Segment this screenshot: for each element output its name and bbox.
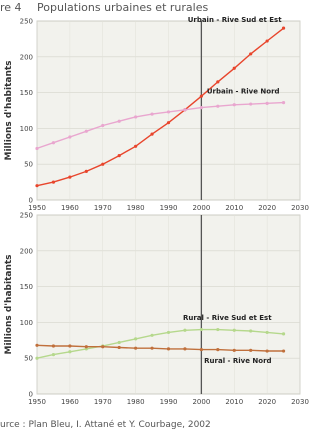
chart-urban — [0, 16, 325, 216]
x-tick-label-2000: 2000 — [192, 398, 211, 406]
data-point-rural-rive-sud-et-est-1995 — [183, 329, 186, 332]
data-point-urbain-rive-nord-2015 — [249, 102, 252, 105]
data-point-urbain-rive-sud-et-est-2025 — [282, 27, 285, 30]
y-tick-label-0: 0 — [28, 196, 33, 205]
data-point-urbain-rive-nord-2000 — [200, 106, 203, 109]
data-point-urbain-rive-sud-et-est-1970 — [101, 163, 104, 166]
x-tick-label-2000: 2000 — [192, 204, 211, 212]
data-point-rural-rive-sud-et-est-1960 — [68, 350, 71, 353]
x-tick-label-1970: 1970 — [93, 398, 112, 406]
x-tick-label-2010: 2010 — [225, 398, 244, 406]
data-point-urbain-rive-nord-1985 — [150, 112, 153, 115]
data-point-urbain-rive-sud-et-est-2010 — [233, 67, 236, 70]
data-point-urbain-rive-sud-et-est-1985 — [150, 133, 153, 136]
y-tick-label-0: 0 — [28, 390, 33, 399]
y-tick-label-100: 100 — [19, 318, 33, 327]
data-point-rural-rive-nord-1965 — [85, 345, 88, 348]
data-point-rural-rive-sud-et-est-1980 — [134, 337, 137, 340]
data-point-rural-rive-nord-1955 — [52, 344, 55, 347]
data-point-rural-rive-sud-et-est-1985 — [150, 334, 153, 337]
data-point-urbain-rive-nord-2010 — [233, 103, 236, 106]
x-tick-label-1960: 1960 — [60, 398, 79, 406]
data-point-rural-rive-sud-et-est-2010 — [233, 329, 236, 332]
y-tick-label-150: 150 — [19, 283, 33, 292]
y-tick-label-200: 200 — [19, 53, 33, 62]
data-point-rural-rive-nord-1970 — [101, 345, 104, 348]
data-point-rural-rive-nord-2000 — [200, 348, 203, 351]
data-point-urbain-rive-nord-1980 — [134, 115, 137, 118]
y-tick-label-150: 150 — [19, 89, 33, 98]
data-point-rural-rive-sud-et-est-2025 — [282, 332, 285, 335]
data-point-rural-rive-nord-2015 — [249, 349, 252, 352]
y-tick-label-200: 200 — [19, 247, 33, 256]
data-point-urbain-rive-sud-et-est-1980 — [134, 145, 137, 148]
x-tick-label-1990: 1990 — [159, 204, 178, 212]
x-tick-label-1970: 1970 — [93, 204, 112, 212]
figure-title — [0, 0, 208, 16]
y-axis-label: Millions d'habitants — [4, 254, 14, 355]
figure-number: re 4 — [0, 1, 22, 14]
x-tick-label-2030: 2030 — [291, 204, 309, 212]
x-tick-label-2020: 2020 — [258, 204, 277, 212]
x-tick-label-1990: 1990 — [159, 398, 178, 406]
y-tick-label-100: 100 — [19, 124, 33, 133]
series-label-urbain-rive-nord: Urbain - Rive Nord — [206, 87, 280, 96]
data-point-rural-rive-sud-et-est-1955 — [52, 353, 55, 356]
series-label-urbain-rive-sud-et-est: Urbain - Rive Sud et Est — [187, 16, 282, 25]
x-tick-label-1950: 1950 — [28, 204, 46, 212]
data-point-urbain-rive-nord-1990 — [167, 110, 170, 113]
data-point-rural-rive-nord-2010 — [233, 349, 236, 352]
data-point-urbain-rive-nord-1955 — [52, 141, 55, 144]
data-point-rural-rive-nord-2005 — [216, 348, 219, 351]
data-point-rural-rive-sud-et-est-2015 — [249, 329, 252, 332]
data-point-urbain-rive-nord-1950 — [35, 147, 38, 150]
data-point-urbain-rive-sud-et-est-1975 — [118, 154, 121, 157]
data-point-urbain-rive-sud-et-est-1955 — [52, 181, 55, 184]
y-tick-label-250: 250 — [19, 17, 33, 26]
data-point-rural-rive-nord-1980 — [134, 347, 137, 350]
x-tick-label-2020: 2020 — [258, 398, 277, 406]
x-tick-label-1960: 1960 — [60, 204, 79, 212]
data-point-urbain-rive-nord-2020 — [266, 102, 269, 105]
y-axis-label: Millions d'habitants — [4, 60, 14, 161]
x-tick-label-1950: 1950 — [28, 398, 46, 406]
data-point-urbain-rive-nord-1965 — [85, 130, 88, 133]
data-point-urbain-rive-sud-et-est-1965 — [85, 170, 88, 173]
x-tick-label-2030: 2030 — [291, 398, 309, 406]
data-point-rural-rive-nord-2020 — [266, 349, 269, 352]
data-point-urbain-rive-sud-et-est-2005 — [216, 80, 219, 83]
series-label-rural-rive-sud-et-est: Rural - Rive Sud et Est — [182, 313, 272, 322]
data-point-rural-rive-sud-et-est-1990 — [167, 331, 170, 334]
data-point-urbain-rive-sud-et-est-2020 — [266, 39, 269, 42]
source-note: urce : Plan Bleu, I. Attané et Y. Courbage, 2002 — [0, 420, 211, 430]
data-point-urbain-rive-nord-1975 — [118, 120, 121, 123]
y-tick-label-250: 250 — [19, 211, 33, 220]
data-point-rural-rive-sud-et-est-1975 — [118, 341, 121, 344]
data-point-rural-rive-sud-et-est-1950 — [35, 357, 38, 360]
data-point-rural-rive-sud-et-est-2005 — [216, 328, 219, 331]
data-point-rural-rive-nord-1960 — [68, 344, 71, 347]
data-point-rural-rive-sud-et-est-2000 — [200, 328, 203, 331]
data-point-urbain-rive-sud-et-est-2000 — [200, 95, 203, 98]
data-point-urbain-rive-sud-et-est-2015 — [249, 52, 252, 55]
data-point-urbain-rive-sud-et-est-1960 — [68, 175, 71, 178]
series-label-rural-rive-nord: Rural - Rive Nord — [204, 357, 272, 366]
data-point-urbain-rive-sud-et-est-1950 — [35, 184, 38, 187]
y-tick-label-50: 50 — [24, 160, 33, 169]
data-point-urbain-rive-nord-2025 — [282, 101, 285, 104]
data-point-rural-rive-nord-1985 — [150, 347, 153, 350]
x-tick-label-1980: 1980 — [126, 398, 145, 406]
data-point-urbain-rive-nord-1970 — [101, 124, 104, 127]
data-point-urbain-rive-sud-et-est-1990 — [167, 121, 170, 124]
data-point-rural-rive-nord-1950 — [35, 344, 38, 347]
data-point-urbain-rive-nord-1995 — [183, 108, 186, 111]
data-point-rural-rive-nord-1995 — [183, 347, 186, 350]
chart-rural — [0, 210, 325, 410]
data-point-rural-rive-nord-1975 — [118, 346, 121, 349]
data-point-urbain-rive-nord-2005 — [216, 105, 219, 108]
figure-title-text: Populations urbaines et rurales — [37, 1, 209, 14]
x-tick-label-1980: 1980 — [126, 204, 145, 212]
x-tick-label-2010: 2010 — [225, 204, 244, 212]
y-tick-label-50: 50 — [24, 354, 33, 363]
data-point-urbain-rive-nord-1960 — [68, 135, 71, 138]
data-point-rural-rive-nord-2025 — [282, 349, 285, 352]
data-point-rural-rive-nord-1990 — [167, 347, 170, 350]
data-point-rural-rive-sud-et-est-2020 — [266, 331, 269, 334]
